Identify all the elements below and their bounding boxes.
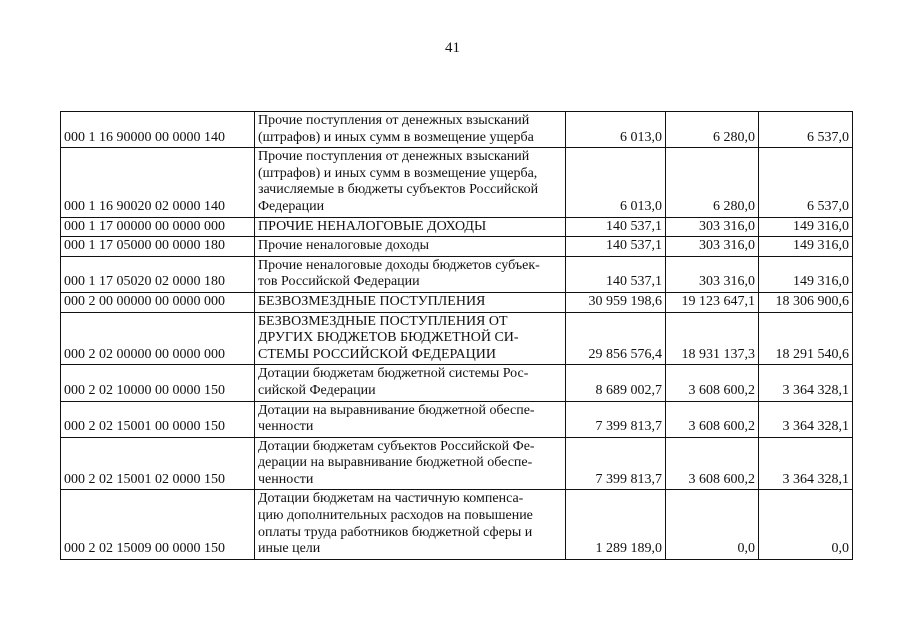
revenue-name-line: Федерации: [258, 198, 325, 214]
amount-year-2-cell: 3 608 600,2: [666, 437, 759, 490]
revenue-name-cell: [255, 365, 566, 401]
amount-year-2-cell: 0,0: [666, 490, 759, 559]
revenue-name-cell: [255, 217, 566, 237]
revenue-name-line: тов Российской Федерации: [258, 274, 420, 290]
revenue-name-cell: [255, 490, 566, 559]
amount-year-2-cell: 6 280,0: [666, 112, 759, 148]
revenue-name-line: цию дополнительных расходов на повышение: [258, 508, 533, 524]
revenue-name-cell: [255, 312, 566, 365]
revenue-name-line: Дотации бюджетам на частичную компенса-: [258, 491, 524, 507]
amount-year-3-cell: 3 364 328,1: [759, 401, 853, 437]
revenue-name-line: дерации на выравнивание бюджетной обеспе-: [258, 455, 533, 471]
amount-year-3-cell: 3 364 328,1: [759, 365, 853, 401]
revenue-name-cell: [255, 401, 566, 437]
table-row: [61, 217, 853, 237]
amount-year-2-cell: 6 280,0: [666, 148, 759, 217]
table-row: [61, 148, 853, 217]
amount-year-1-cell: 8 689 002,7: [566, 365, 666, 401]
revenue-name-line: иные цели: [258, 541, 321, 557]
amount-year-1-cell: 29 856 576,4: [566, 312, 666, 365]
revenue-name-line: (штрафов) и иных сумм в возмещение ущерба,: [258, 165, 538, 181]
amount-year-3-cell: 6 537,0: [759, 148, 853, 217]
revenue-name-line: Прочие поступления от денежных взысканий: [258, 113, 530, 128]
revenue-name-cell: [255, 237, 566, 257]
amount-year-3-cell: 149 316,0: [759, 256, 853, 292]
amount-year-1-cell: 7 399 813,7: [566, 437, 666, 490]
budget-code-cell: 000 2 02 15001 02 0000 150: [61, 437, 255, 490]
amount-year-1-cell: 140 537,1: [566, 217, 666, 237]
budget-code-cell: 000 1 16 90020 02 0000 140: [61, 148, 255, 217]
revenue-name-cell: [255, 112, 566, 148]
amount-year-1-cell: 6 013,0: [566, 112, 666, 148]
amount-year-3-cell: 149 316,0: [759, 217, 853, 237]
table-row: [61, 401, 853, 437]
revenue-name-line: БЕЗВОЗМЕЗДНЫЕ ПОСТУПЛЕНИЯ ОТ: [258, 313, 508, 329]
revenue-name-cell: [255, 256, 566, 292]
table-row: [61, 490, 853, 559]
revenue-name-line: ПРОЧИЕ НЕНАЛОГОВЫЕ ДОХОДЫ: [258, 218, 487, 234]
amount-year-3-cell: 3 364 328,1: [759, 437, 853, 490]
revenue-name-cell: [255, 148, 566, 217]
table-row: [61, 237, 853, 257]
amount-year-3-cell: 18 306 900,6: [759, 292, 853, 312]
revenue-name-line: ченности: [258, 471, 314, 487]
table-row: [61, 437, 853, 490]
amount-year-2-cell: 3 608 600,2: [666, 365, 759, 401]
amount-year-2-cell: 18 931 137,3: [666, 312, 759, 365]
table-row: [61, 112, 853, 148]
revenue-name-line: Прочие неналоговые доходы: [258, 238, 430, 254]
table-row: [61, 365, 853, 401]
revenue-name-line: Прочие поступления от денежных взысканий: [258, 149, 530, 165]
amount-year-2-cell: 303 316,0: [666, 217, 759, 237]
amount-year-1-cell: 1 289 189,0: [566, 490, 666, 559]
amount-year-2-cell: 303 316,0: [666, 256, 759, 292]
revenue-name-line: Дотации на выравнивание бюджетной обеспе-: [258, 402, 535, 418]
budget-code-cell: 000 2 02 15009 00 0000 150: [61, 490, 255, 559]
revenue-name-cell: [255, 292, 566, 312]
revenue-name-line: зачисляемые в бюджеты субъектов Российской: [258, 182, 539, 198]
amount-year-1-cell: 140 537,1: [566, 256, 666, 292]
table-row: [61, 312, 853, 365]
revenue-name-cell: [255, 437, 566, 490]
table-row: [61, 292, 853, 312]
budget-code-cell: 000 1 17 05020 02 0000 180: [61, 256, 255, 292]
budget-code-cell: 000 2 00 00000 00 0000 000: [61, 292, 255, 312]
amount-year-3-cell: 149 316,0: [759, 237, 853, 257]
budget-code-cell: 000 1 16 90000 00 0000 140: [61, 112, 255, 148]
table-row: [61, 256, 853, 292]
amount-year-3-cell: 0,0: [759, 490, 853, 559]
amount-year-3-cell: 6 537,0: [759, 112, 853, 148]
amount-year-1-cell: 6 013,0: [566, 148, 666, 217]
amount-year-2-cell: 3 608 600,2: [666, 401, 759, 437]
amount-year-1-cell: 140 537,1: [566, 237, 666, 257]
budget-code-cell: 000 2 02 15001 00 0000 150: [61, 401, 255, 437]
amount-year-1-cell: 30 959 198,6: [566, 292, 666, 312]
amount-year-1-cell: 7 399 813,7: [566, 401, 666, 437]
amount-year-2-cell: 303 316,0: [666, 237, 759, 257]
revenue-name-line: сийской Федерации: [258, 382, 376, 398]
revenue-name-line: оплаты труда работников бюджетной сферы и: [258, 524, 533, 540]
budget-code-cell: 000 2 02 10000 00 0000 150: [61, 365, 255, 401]
amount-year-3-cell: 18 291 540,6: [759, 312, 853, 365]
revenue-name-line: Дотации бюджетам бюджетной системы Рос-: [258, 366, 529, 382]
revenue-table: [60, 111, 853, 560]
revenue-name-line: СТЕМЫ РОССИЙСКОЙ ФЕДЕРАЦИИ: [258, 346, 496, 362]
revenue-name-line: (штрафов) и иных сумм в возмещение ущерба: [258, 129, 534, 145]
budget-code-cell: 000 2 02 00000 00 0000 000: [61, 312, 255, 365]
revenue-name-line: Прочие неналоговые доходы бюджетов субъек-: [258, 257, 540, 273]
revenue-name-line: БЕЗВОЗМЕЗДНЫЕ ПОСТУПЛЕНИЯ: [258, 293, 486, 309]
revenue-name-line: ченности: [258, 419, 314, 435]
budget-code-cell: 000 1 17 05000 00 0000 180: [61, 237, 255, 257]
table-body: [61, 112, 853, 560]
revenue-name-line: Дотации бюджетам субъектов Российской Фе-: [258, 438, 535, 454]
budget-code-cell: 000 1 17 00000 00 0000 000: [61, 217, 255, 237]
revenue-name-line: ДРУГИХ БЮДЖЕТОВ БЮДЖЕТНОЙ СИ-: [258, 330, 519, 346]
amount-year-2-cell: 19 123 647,1: [666, 292, 759, 312]
page-number: 41: [445, 40, 460, 56]
